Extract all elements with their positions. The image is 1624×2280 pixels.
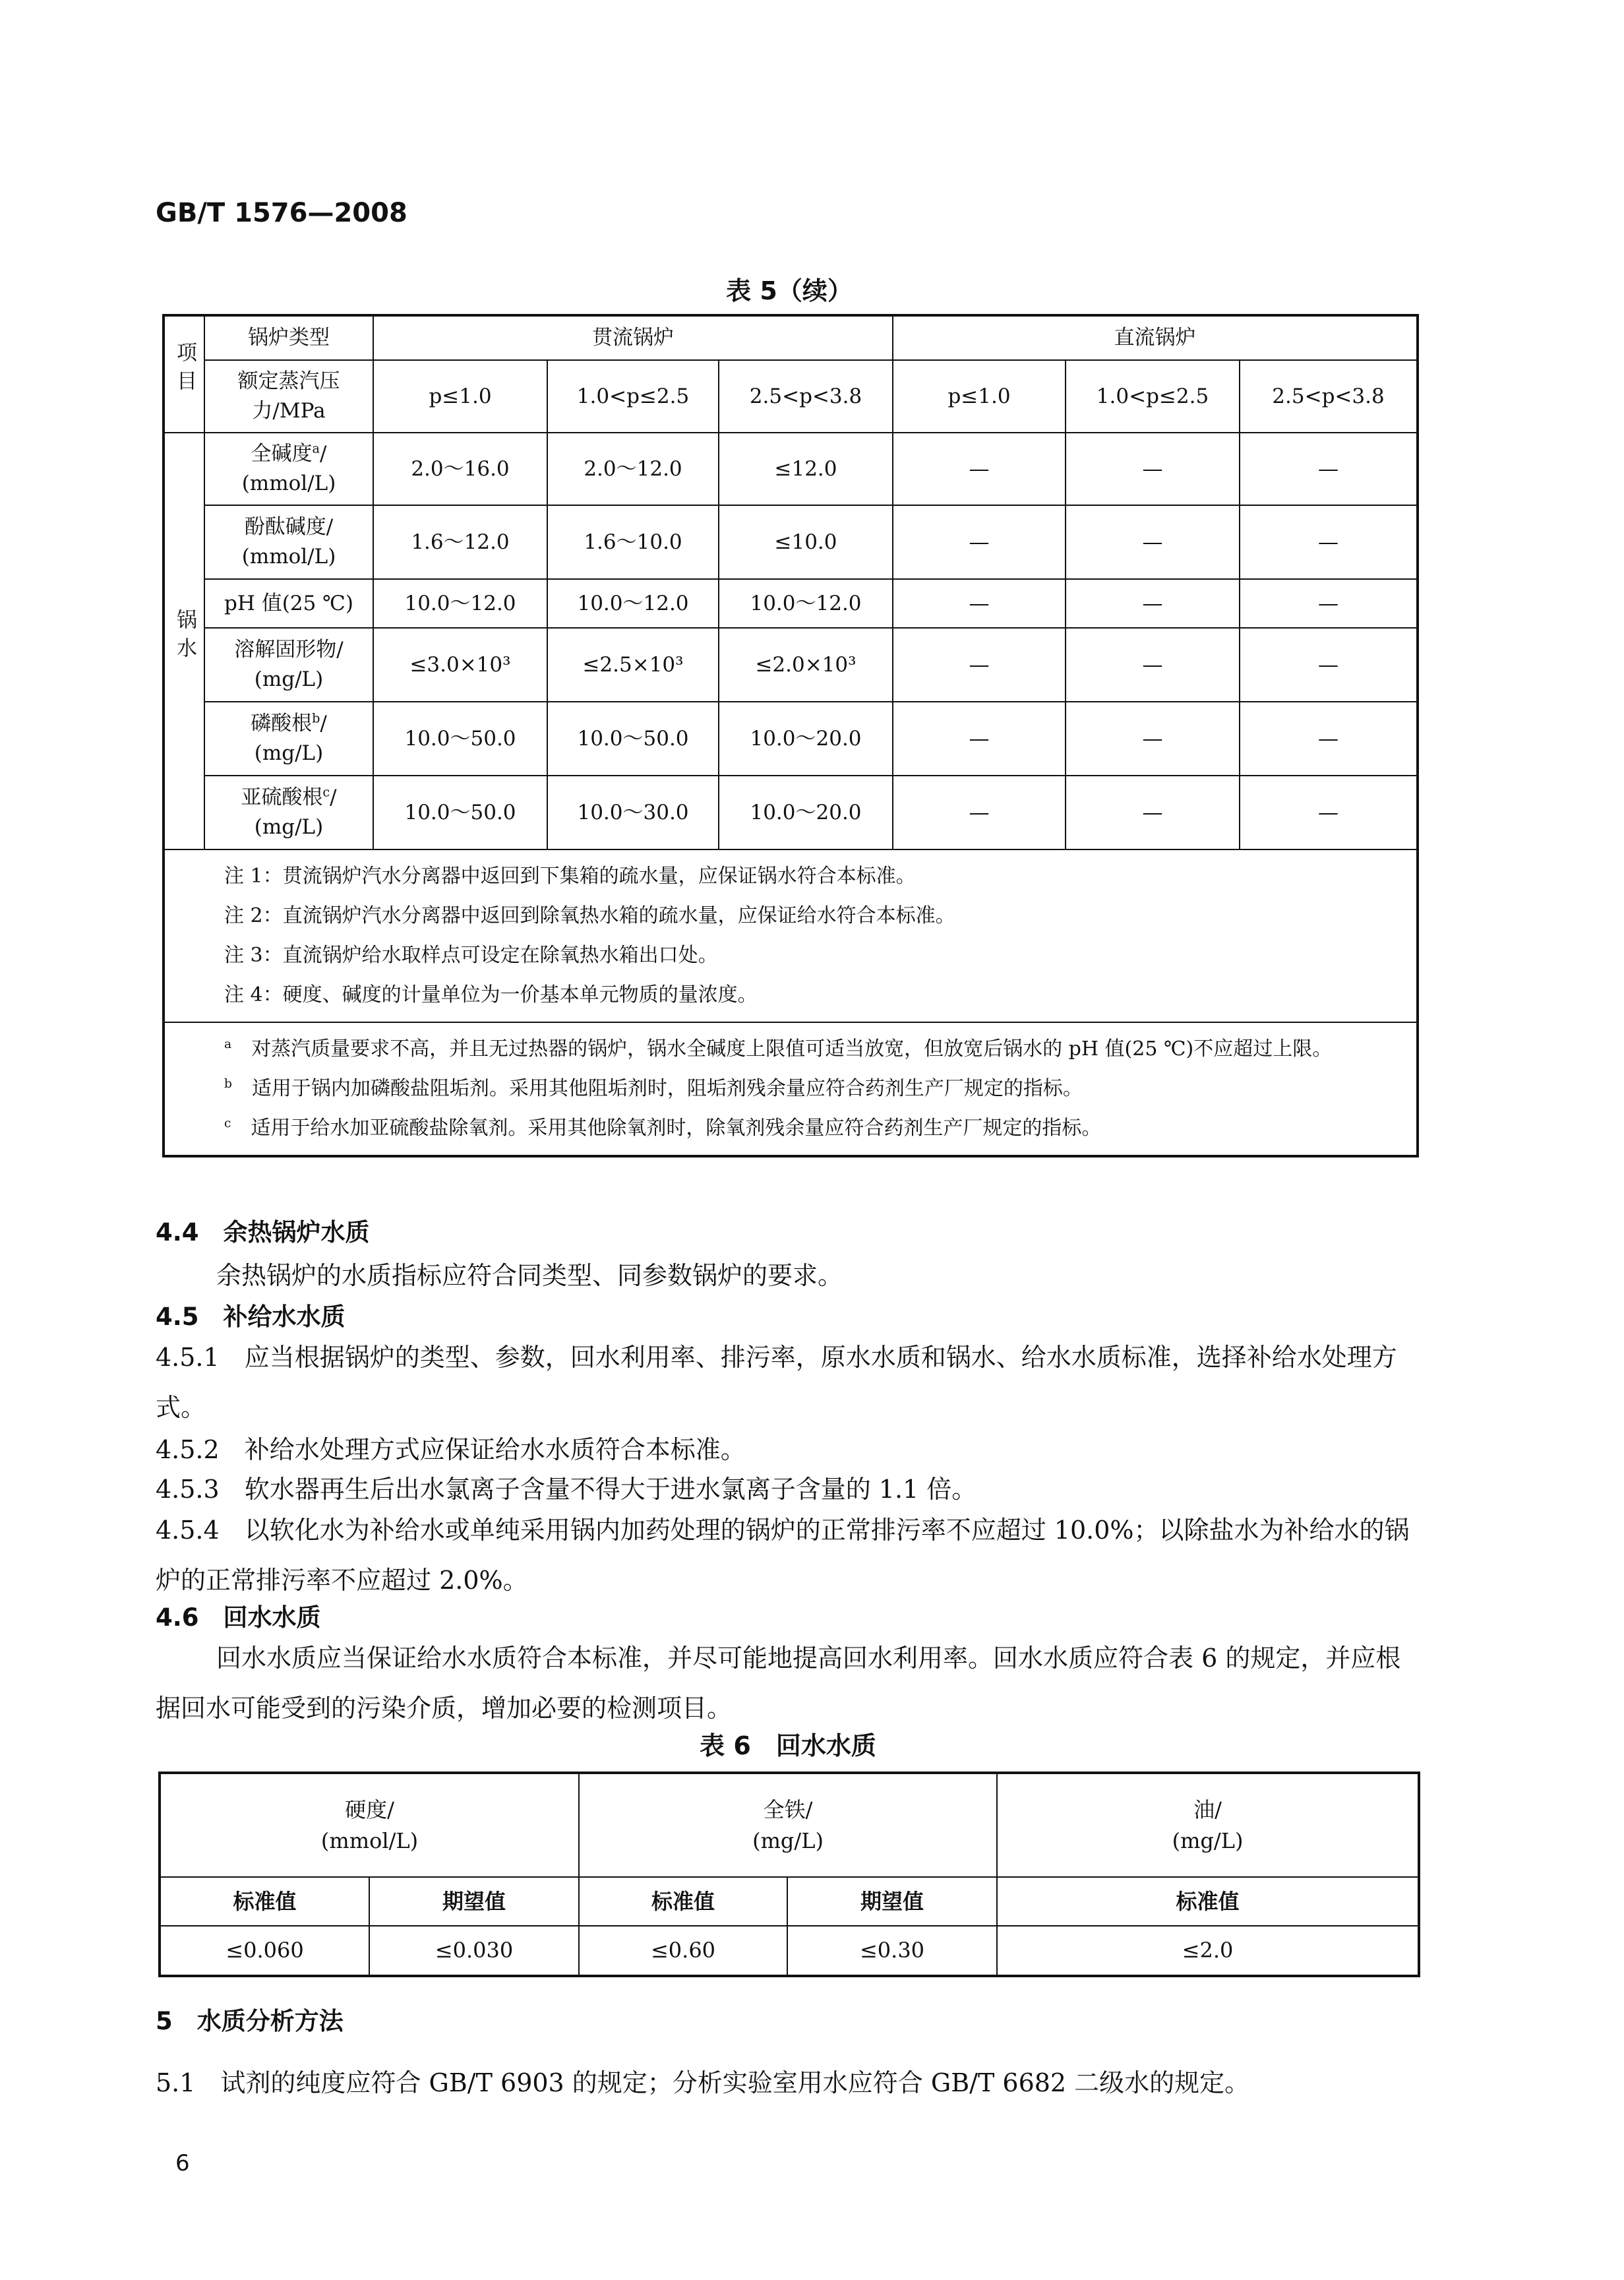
value-cell: —: [1240, 776, 1418, 849]
expected-value-header: 期望值: [369, 1877, 579, 1926]
standard-value-header: 标准值: [997, 1877, 1419, 1926]
table-row: [160, 1926, 1419, 1976]
value-cell: 1.6～10.0: [547, 505, 719, 579]
section-4-6-text: 回水水质应当保证给水水质符合本标准，并尽可能地提高回水利用率。回水水质应符合表 6 的规定，并应根据回水可能受到的污染介质，增加必要的检测项目。: [156, 1644, 1401, 1723]
footnote-text: 对蒸汽质量要求不高，并且无过热器的锅炉，锅水全碱度上限值可适当放宽，但放宽后锅水的 pH 值(25 ℃)不应超过上限。: [251, 1037, 1333, 1061]
value-cell: —: [1240, 579, 1418, 628]
value-cell: 2.0～16.0: [373, 433, 547, 505]
value-cell: —: [1066, 579, 1240, 628]
value-cell: 10.0～12.0: [719, 579, 893, 628]
value-cell: ≤0.060: [160, 1926, 369, 1976]
value-cell: ≤2.5×10³: [547, 628, 719, 702]
section-label: 锅水: [172, 608, 196, 665]
pressure-col: 1.0<p≤2.5: [547, 360, 719, 433]
value-cell: 10.0～20.0: [719, 776, 893, 849]
page-number: 6: [175, 2150, 190, 2176]
footnote-text: 适用于给水加亚硫酸盐除氧剂。采用其他除氧剂时，除氧剂残余量应符合药剂生产厂规定的指标。: [251, 1117, 1102, 1140]
footnote-mark: b: [312, 710, 320, 726]
value-cell: ≤12.0: [719, 433, 893, 505]
value-cell: —: [1240, 505, 1418, 579]
footnote-text: 适用于锅内加磷酸盐阻垢剂。采用其他阻垢剂时，阻垢剂残余量应符合药剂生产厂规定的指标。: [251, 1077, 1083, 1100]
param-unit: (mg/L): [254, 741, 324, 765]
section-4-4-title: 4.4 余热锅炉水质: [156, 1218, 370, 1247]
table-row: [164, 628, 1418, 702]
value-cell: —: [1066, 702, 1240, 776]
value-cell: ≤10.0: [719, 505, 893, 579]
value-cell: —: [1066, 433, 1240, 505]
value-cell: 10.0～12.0: [547, 579, 719, 628]
expected-value-header: 期望值: [787, 1877, 997, 1926]
value-cell: —: [893, 628, 1066, 702]
col-unit: (mmol/L): [320, 1828, 419, 1853]
param-unit: (mg/L): [254, 667, 324, 691]
clause-4-5-1: 4.5.1 应当根据锅炉的类型、参数，回水利用率、排污率，原水水质和锅水、给水水质标准，选择补给水处理方式。: [156, 1343, 1397, 1422]
pressure-col: 2.5<p<3.8: [719, 360, 893, 433]
col-title: 硬度/: [345, 1797, 394, 1823]
section-4-5-title: 4.5 补给水水质: [156, 1303, 346, 1331]
col-title: 全铁/: [763, 1797, 813, 1823]
value-cell: —: [1240, 433, 1418, 505]
table-row: [164, 776, 1418, 849]
footnote: [224, 1069, 1400, 1109]
clause-4-5-4: 4.5.4 以软化水为补给水或单纯采用锅内加药处理的锅炉的正常排污率不应超过 10.0%；以除盐水为补给水的锅炉的正常排污率不应超过 2.0%。: [156, 1516, 1410, 1595]
param-cell: 磷酸根$^b$/ (mg/L): [204, 702, 373, 776]
value-cell: —: [1240, 628, 1418, 702]
hardness-header: [160, 1773, 579, 1877]
value-cell: ≤2.0: [997, 1926, 1419, 1976]
col-title: 油/: [1193, 1797, 1222, 1823]
footnote-mark: c: [322, 784, 330, 800]
param-unit: (mg/L): [254, 815, 324, 839]
value-cell: —: [893, 776, 1066, 849]
row-header: 项目: [172, 342, 196, 399]
footnote-mark: a: [224, 1037, 232, 1051]
col-unit: (mg/L): [1172, 1828, 1244, 1853]
clause-4-5-3: 4.5.3 软水器再生后出水氯离子含量不得大于进水氯离子含量的 1.1 倍。: [156, 1475, 977, 1504]
param-name: 酚酞碱度: [244, 515, 326, 539]
value-cell: 1.6～12.0: [373, 505, 547, 579]
note: 注 2：直流锅炉汽水分离器中返回到除氧热水箱的疏水量，应保证给水符合本标准。: [224, 904, 955, 927]
param-cell: 全碱度$^a$/ (mmol/L): [204, 433, 373, 505]
table6: [158, 1772, 1420, 1977]
clause-4-5-2: 4.5.2 补给水处理方式应保证给水水质符合本标准。: [156, 1435, 746, 1464]
oil-header: [997, 1773, 1419, 1877]
param-unit: (mmol/L): [241, 472, 336, 495]
standard-number-header: GB/T 1576—2008: [156, 198, 407, 228]
clause-5-1: 5.1 试剂的纯度应符合 GB/T 6903 的规定；分析实验室用水应符合 GB/T 6682 二级水的规定。: [156, 2068, 1250, 2097]
table-row: [164, 702, 1418, 776]
table-row: [164, 433, 1418, 505]
section-4-4-text: 余热锅炉的水质指标应符合同类型、同参数锅炉的要求。: [216, 1261, 843, 1290]
footnotes-cell: [164, 1022, 1418, 1156]
value-cell: —: [1066, 776, 1240, 849]
group-direct-flow: 直流锅炉: [893, 315, 1418, 360]
table5-caption: 表 5（续）: [726, 276, 853, 305]
table6-caption: 表 6 回水水质: [700, 1731, 876, 1760]
notes-cell: [164, 849, 1418, 1022]
value-cell: ≤2.0×10³: [719, 628, 893, 702]
table5: [162, 314, 1419, 1157]
footnote-mark: a: [312, 441, 320, 456]
value-cell: 10.0～30.0: [547, 776, 719, 849]
section-4-6-title: 4.6 回水水质: [156, 1603, 321, 1632]
section-cell: [164, 433, 204, 849]
param-cell: pH 值(25 ℃): [204, 579, 373, 628]
notes-row: [164, 849, 1418, 1022]
pressure-col: 1.0<p≤2.5: [1066, 360, 1240, 433]
value-cell: ≤0.30: [787, 1926, 997, 1976]
param-name: 亚硫酸根: [241, 786, 323, 810]
value-cell: —: [893, 505, 1066, 579]
note: 注 3：直流锅炉给水取样点可设定在除氧热水箱出口处。: [224, 944, 718, 967]
value-cell: ≤0.030: [369, 1926, 579, 1976]
iron-header: [579, 1773, 997, 1877]
footnote: [224, 1030, 1400, 1069]
standard-value-header: 标准值: [160, 1877, 369, 1926]
value-cell: —: [893, 702, 1066, 776]
value-cell: 10.0～50.0: [373, 776, 547, 849]
footnote: [224, 1109, 1400, 1148]
value-cell: 10.0～50.0: [373, 702, 547, 776]
note: 注 4：硬度、碱度的计量单位为一价基本单元物质的量浓度。: [224, 983, 758, 1006]
param-cell: 酚酞碱度/ (mmol/L): [204, 505, 373, 579]
note: 注 1：贯流锅炉汽水分离器中返回到下集箱的疏水量，应保证锅水符合本标准。: [224, 865, 916, 888]
param-cell: 亚硫酸根$^c$/ (mg/L): [204, 776, 373, 849]
footnote-mark: b: [224, 1077, 232, 1091]
value-cell: —: [1066, 505, 1240, 579]
group-once-through: 贯流锅炉: [373, 315, 893, 360]
value-cell: 10.0～20.0: [719, 702, 893, 776]
section-5-title: 5 水质分析方法: [156, 2007, 344, 2035]
param-name: 溶解固形物: [234, 638, 337, 662]
value-cell: —: [893, 433, 1066, 505]
value-cell: —: [1240, 702, 1418, 776]
row-header-cell: [164, 315, 204, 433]
footnotes-row: [164, 1022, 1418, 1156]
table-row: [164, 505, 1418, 579]
value-cell: —: [1066, 628, 1240, 702]
param-name: 全碱度: [251, 442, 313, 466]
table-row: [164, 579, 1418, 628]
footnote-mark: c: [224, 1117, 231, 1130]
value-cell: ≤0.60: [579, 1926, 787, 1976]
pressure-col: 2.5<p<3.8: [1240, 360, 1418, 433]
pressure-col: p≤1.0: [373, 360, 547, 433]
pressure-col: p≤1.0: [893, 360, 1066, 433]
value-cell: 10.0～12.0: [373, 579, 547, 628]
boiler-type-label: 锅炉类型: [204, 315, 373, 360]
value-cell: 2.0～12.0: [547, 433, 719, 505]
standard-value-header: 标准值: [579, 1877, 787, 1926]
value-cell: 10.0～50.0: [547, 702, 719, 776]
pressure-label: 额定蒸汽压力/MPa: [204, 360, 373, 433]
value-cell: ≤3.0×10³: [373, 628, 547, 702]
param-name: 磷酸根: [251, 712, 313, 736]
param-unit: (mmol/L): [241, 545, 336, 569]
value-cell: —: [893, 579, 1066, 628]
col-unit: (mg/L): [752, 1828, 824, 1853]
param-cell: 溶解固形物/ (mg/L): [204, 628, 373, 702]
